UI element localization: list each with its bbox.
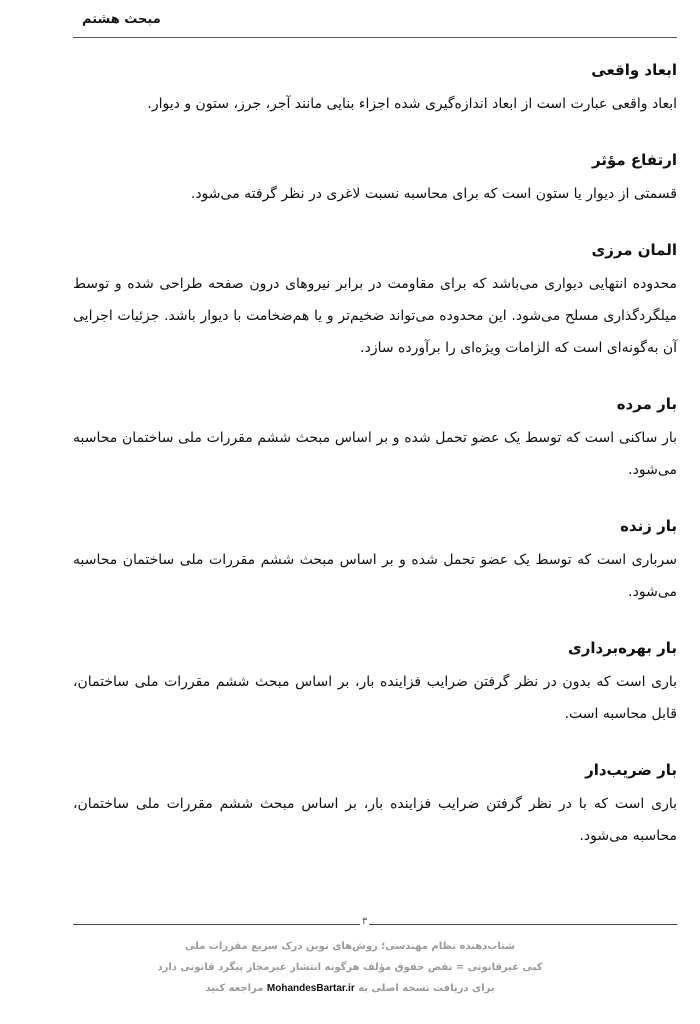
term-definition: بار ساکنی است که توسط یک عضو تحمل شده و بر اساس مبحث ششم مقررات ملی ساختمان محاسبه می‌شود.	[73, 430, 677, 478]
term-definition: محدوده انتهایی دیواری می‌باشد که برای مقاومت در برابر نیروهای درون صفحه طراحی شده و توسط میلگردگذاری مسلح می‌شود. این محدوده می‌تواند ضخیم‌تر و یا هم‌ضخامت با دیوار باشد. جزئیات اجرایی آن به‌گونه‌ای است که الزامات ویژه‌ای را برآورده سازد.	[73, 276, 677, 356]
term-definition: قسمتی از دیوار یا ستون است که برای محاسبه نسبت لاغری در نظر گرفته می‌شود.	[190, 186, 677, 202]
definition-entry	[73, 636, 677, 730]
watermark	[150, 936, 550, 999]
watermark-line: کپی غیرقانونی = نقض حقوق مؤلف هرگونه انتشار غیرمجاز پیگرد قانونی دارد	[157, 962, 543, 973]
term-heading: المان مرزی	[591, 241, 677, 259]
term-heading: بار مرده	[616, 395, 677, 413]
term-heading: بار بهره‌برداری	[567, 639, 677, 657]
running-header: مبحث هشتم	[82, 12, 161, 27]
watermark-text: برای دریافت نسخه اصلی به	[358, 983, 495, 994]
term-heading: بار زنده	[620, 517, 677, 535]
term-heading: ابعاد واقعی	[591, 61, 677, 79]
definition-entry	[73, 238, 677, 364]
footer-divider	[73, 924, 677, 925]
watermark-line	[150, 978, 550, 999]
term-definition: سرباری است که توسط یک عضو تحمل شده و بر اساس مبحث ششم مقررات ملی ساختمان محاسبه می‌شود.	[73, 552, 677, 600]
definition-entry	[73, 758, 677, 852]
header-divider	[73, 37, 677, 38]
definition-entry	[73, 514, 677, 608]
watermark-site-link: MohandesBartar.ir	[266, 983, 355, 994]
term-heading: ارتفاع مؤثر	[592, 151, 677, 169]
term-definition: باری است که بدون در نظر گرفتن ضرایب فزاینده بار، بر اساس مبحث ششم مقررات ملی ساختمان، قابل محاسبه است.	[73, 674, 677, 722]
term-heading: بار ضریب‌دار	[585, 761, 677, 779]
definition-entry	[73, 148, 677, 210]
term-definition: ابعاد واقعی عبارت است از ابعاد اندازه‌گیری شده اجزاء بنایی مانند آجر، جرز، ستون و دیوار.	[147, 96, 677, 112]
watermark-text: مراجعه کنید	[205, 983, 264, 994]
page-number: ۳	[362, 916, 368, 927]
watermark-line: شتاب‌دهنده نظام مهندسی؛ روش‌های نوین درک سریع مقررات ملی	[185, 941, 515, 952]
definition-entry	[73, 58, 677, 120]
definitions-list	[73, 58, 677, 852]
term-definition: باری است که با در نظر گرفتن ضرایب فزاینده بار، بر اساس مبحث ششم مقررات ملی ساختمان، محاسبه می‌شود.	[73, 796, 677, 844]
definition-entry	[73, 392, 677, 486]
